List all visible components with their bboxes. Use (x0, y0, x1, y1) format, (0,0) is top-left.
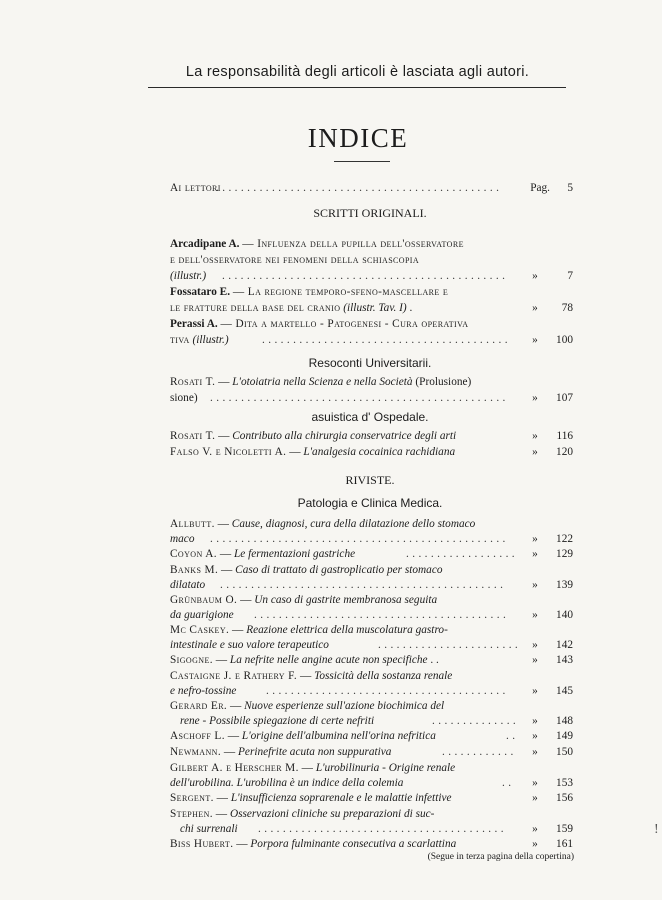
page-title: INDICE (307, 123, 409, 153)
ditto-mark: » (532, 446, 538, 458)
ditto-mark: » (532, 270, 538, 282)
entry-title: L'urobilinuria - Origine renale (315, 762, 456, 774)
entry-author: Arcadipane A. (170, 238, 240, 250)
top-rule (148, 87, 566, 88)
toc-entry-banks: Banks M. — Caso di trattato di gastroplicatio per stomaco (170, 564, 443, 576)
page-number: 116 (556, 430, 573, 442)
page-number: 161 (556, 838, 573, 850)
entry-title: Nuove esperienze sull'azione biochimica del (244, 700, 445, 712)
toc-entry-allbutt-line2 (170, 531, 573, 547)
entry-author: Mc Caskey. (170, 624, 230, 636)
entry-author: Rosati T. (170, 430, 216, 442)
toc-entry-perassi-line2 (170, 332, 573, 348)
toc-entry-allbutt: Allbutt. — Cause, diagnosi, cura della dilatazione dello stomaco (170, 518, 476, 530)
page-number: 122 (556, 533, 573, 545)
section-scritti-originali: SCRITTI ORIGINALI. (313, 206, 427, 220)
toc-entry-fossataro-line2: le fratture della base del cranio (illustr. Tav. I) . » 78 (170, 302, 573, 314)
ditto-mark: » (532, 392, 538, 404)
entry-title: Perinefrite acuta non suppurativa (238, 746, 392, 758)
ditto-mark: » (532, 838, 538, 850)
leader-dots: ................................................ (210, 533, 509, 545)
page-number: 139 (556, 579, 573, 591)
leader-dots: ................................................ (210, 392, 509, 404)
toc-entry-sergent: Sergent. — L'insufficienza soprarenale e le malattie infettive » 156 (170, 792, 573, 804)
entry-title-cont: chi surrenali (180, 823, 238, 835)
entry-author: Fossataro E. (170, 286, 231, 298)
toc-entry-gerard: Gerard Er. — Nuove esperienze sull'azione biochimica del (170, 700, 445, 712)
entry-author: Perassi A. (170, 318, 218, 330)
ditto-mark: » (532, 654, 538, 666)
title-rule (334, 161, 390, 162)
continuation-note: (Segue in terza pagina della copertina) (427, 852, 574, 862)
entry-author: Rosati T. (170, 376, 216, 388)
page-number: 153 (556, 777, 573, 789)
page-number: 5 (567, 182, 573, 194)
toc-entry-arcadipane-line2 (170, 252, 570, 268)
entry-title-cont: e dell'osservatore nei fenomeni della schiascopia (170, 254, 420, 266)
toc-entry-aschoff: Aschoff L. — L'origine dell'albumina nell'orina nefritica .. » 149 (170, 730, 573, 742)
ditto-mark: » (532, 777, 538, 789)
entry-title: Porpora fulminante consecutiva a scarlattina (250, 838, 457, 850)
toc-entry-castaigne: Castaigne J. e Rathery F. — Tossicità della sostanza renale (170, 670, 453, 682)
entry-title: Cause, diagnosi, cura della dilatazione dello stomaco (231, 518, 476, 530)
entry-author: Castaigne J. e Rathery F. (170, 670, 298, 682)
page-number: 129 (556, 548, 573, 560)
entry-title: — Influenza della pupilla dell'osservatore (242, 238, 464, 250)
entry-author: Gerard Er. (170, 700, 228, 712)
entry-title: Un caso di gastrite membranosa seguita (254, 594, 438, 606)
page-number: 140 (556, 609, 573, 621)
entry-author: Stephen. (170, 808, 213, 820)
entry-title: Osservazioni cliniche su preparazioni di suc- (229, 808, 435, 820)
toc-entry-biss: Biss Hubert. — Porpora fulminante consecutiva a scarlattina » 161 (170, 838, 573, 850)
leader-dots: ............ (442, 746, 517, 758)
margin-mark: ! (654, 822, 659, 837)
leader-dots: ......................................... (254, 609, 510, 621)
entry-author: Aschoff L. (170, 730, 225, 742)
section-riviste: RIVISTE. (345, 473, 395, 487)
toc-entry-gerard-line2 (170, 713, 573, 729)
entry-dash: — (218, 376, 230, 388)
entry-author: Allbutt. (170, 518, 215, 530)
toc-entry-grunbaum: Grünbaum O. — Un caso di gastrite membranosa seguita (170, 594, 438, 606)
toc-entry-gilbert: Gilbert A. e Herscher M. — L'urobilinuria - Origine renale (170, 762, 456, 774)
toc-entry-coyon: Coyon A. — Le fermentazioni gastriche .................. » 129 (170, 548, 573, 560)
leader-dots: ........................................ (258, 823, 507, 835)
ditto-mark: » (532, 823, 538, 835)
page-number: 78 (561, 302, 573, 314)
ditto-mark: » (532, 302, 538, 314)
entry-title-cont: da guarigione (170, 609, 234, 621)
entry-title-cont: tiva (170, 334, 190, 346)
entry-title: L'otoiatria nella Scienza e nella Società (232, 376, 413, 388)
ditto-mark: » (532, 685, 538, 697)
entry-author: Gilbert A. e Herscher M. (170, 762, 299, 774)
entry-author: Coyon A. (170, 548, 218, 560)
page-number: 149 (556, 730, 573, 742)
entry-title-cont: dilatato (170, 579, 206, 591)
toc-entry-mccaskey-line2 (170, 637, 573, 653)
entry-title: L'analgesia cocainica rachidiana (303, 446, 456, 458)
toc-entry-gilbert-line2 (170, 775, 573, 791)
entry-title: — Dita a martello - Patogenesi - Cura operativa (220, 318, 469, 330)
leader-dots: ........................................ (262, 334, 511, 346)
entry-title: Ai lettori (170, 182, 221, 194)
entry-illustr: (illustr.) (170, 270, 207, 282)
ditto-mark: » (532, 609, 538, 621)
page-number: 159 (556, 823, 573, 835)
ditto-mark: » (532, 730, 538, 742)
ditto-mark: » (532, 533, 538, 545)
entry-title-cont: rene - Possibile spiegazione di certe nefriti (180, 715, 375, 727)
entry-title: L'origine dell'albumina nell'orina nefritica (241, 730, 436, 742)
toc-entry-rosati-1 (170, 374, 570, 390)
ditto-mark: » (532, 639, 538, 651)
entry-title-tail: (Prolusione) (415, 376, 472, 388)
leader-dots: ....................................... (266, 685, 509, 697)
ditto-mark: » (532, 746, 538, 758)
toc-entry-falso: Falso V. e Nicoletti A. — L'analgesia cocainica rachidiana » 120 (170, 446, 573, 458)
entry-title-cont: maco (170, 533, 195, 545)
toc-entry-perassi (170, 316, 570, 332)
page-number: 142 (556, 639, 573, 651)
entry-illustr: (illustr. Tav. I) (343, 302, 407, 314)
entry-title: Contributo alla chirurgia conservatrice degli arti (232, 430, 457, 442)
entry-title: La nefrite nelle angine acute non specifiche (229, 654, 428, 666)
responsibility-notice: La responsabilità degli articoli è lasciata agli autori. (185, 64, 530, 80)
toc-entry-rosati-1-line2 (170, 390, 573, 406)
entry-title-cont: intestinale e suo valore terapeutico (170, 639, 329, 651)
entry-author: Banks M. (170, 564, 219, 576)
toc-entry-rosati-2: Rosati T. — Contributo alla chirurgia conservatrice degli arti » 116 (170, 430, 573, 442)
entry-title: — La regione temporo-sfeno-mascellare e (232, 286, 449, 298)
toc-entry-banks-line2 (170, 577, 573, 593)
entry-author: Grünbaum O. (170, 594, 238, 606)
toc-entry-newmann: Newmann. — Perinefrite acuta non suppurativa ............ » 150 (170, 746, 573, 758)
entry-title: Reazione elettrica della muscolatura gastro- (246, 624, 448, 636)
toc-entry-lettori (170, 180, 573, 196)
leader-dots: .............................................. (220, 579, 507, 591)
entry-title-cont: le fratture della base del cranio (170, 302, 341, 314)
entry-illustr: (illustr.) (192, 334, 229, 346)
page-number: 143 (556, 654, 573, 666)
page-number: 120 (556, 446, 573, 458)
toc-entry-grunbaum-line2 (170, 607, 573, 623)
leader-dots: .............. (432, 715, 520, 727)
leader-dots: .............................................. (216, 182, 503, 194)
entry-title-cont: e nefro-tossine (170, 685, 237, 697)
ditto-mark: » (532, 715, 538, 727)
toc-entry-castaigne-line2 (170, 683, 573, 699)
leader-dots: .. (502, 777, 515, 789)
page-number: 156 (556, 792, 573, 804)
entry-title: L'insufficienza soprarenale e le malattie infettive (230, 792, 452, 804)
section-resoconti: Resoconti Universitarii. (308, 356, 432, 370)
page-number: 145 (556, 685, 573, 697)
ditto-mark: » (532, 792, 538, 804)
page-number: 100 (556, 334, 573, 346)
entry-title-cont: dell'urobilina. L'urobilina è un indice della colemia (170, 777, 404, 789)
toc-entry-arcadipane-line3 (170, 268, 573, 284)
ditto-mark: » (532, 579, 538, 591)
leader-dots: .............................................. (222, 270, 509, 282)
entry-title-cont: sione) (170, 392, 198, 404)
ditto-mark: » (532, 430, 538, 442)
entry-title: Caso di trattato di gastroplicatio per stomaco (235, 564, 443, 576)
entry-author: Sergent. (170, 792, 214, 804)
page-label: Pag. (530, 182, 550, 194)
leader-dots: ....................... (378, 639, 522, 651)
toc-entry-mccaskey: Mc Caskey. — Reazione elettrica della muscolatura gastro- (170, 624, 448, 636)
section-casuistica: asuistica d' Ospedale. (311, 410, 429, 424)
ditto-mark: » (532, 548, 538, 560)
leader-dots: .. (506, 730, 519, 742)
toc-entry-fossataro (170, 284, 570, 300)
toc-entry-stephen-line2 (170, 821, 573, 837)
page-number: 107 (556, 392, 573, 404)
ditto-mark: » (532, 334, 538, 346)
page-number: 148 (556, 715, 573, 727)
entry-author: Falso V. e Nicoletti A. (170, 446, 287, 458)
entry-author: Sigogne. (170, 654, 213, 666)
toc-entry-stephen: Stephen. — Osservazioni cliniche su preparazioni di suc- (170, 808, 435, 820)
section-patologia: Patologia e Clinica Medica. (297, 496, 443, 510)
toc-entry-sigogne: Sigogne. — La nefrite nelle angine acute non specifiche . . » 143 (170, 654, 573, 666)
entry-title: Tossicità della sostanza renale (314, 670, 453, 682)
page-number: 7 (567, 270, 573, 282)
leader-dots: .................. (406, 548, 519, 560)
entry-author: Biss Hubert. (170, 838, 234, 850)
entry-author: Newmann. (170, 746, 222, 758)
entry-title: Le fermentazioni gastriche (233, 548, 356, 560)
page-number: 150 (556, 746, 573, 758)
toc-entry-arcadipane (170, 236, 570, 252)
